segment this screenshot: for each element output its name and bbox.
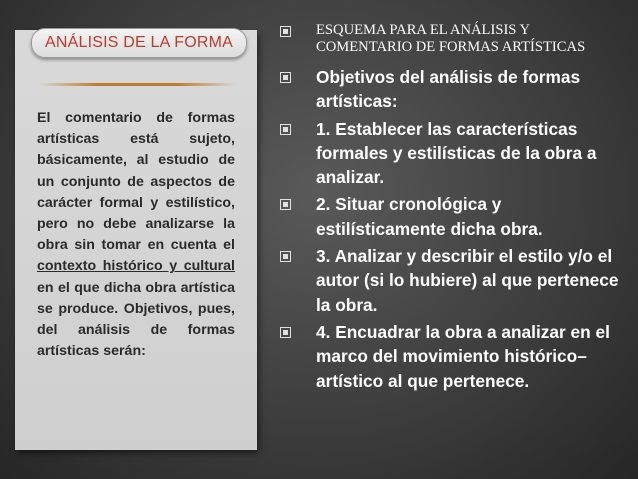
list-item-text: Objetivos del análisis de formas artísticas: (316, 67, 581, 112)
right-column (274, 22, 624, 396)
scheme-heading (274, 22, 624, 56)
left-text-intro: El comentario de formas artísticas está sujeto, básicamente, al estudio de un conjunto de aspectos de carácter formal y estilístico, pero no debe analizarse la obra sin tomar en cuenta el (37, 110, 235, 254)
square-bullet-icon (280, 72, 291, 83)
list-item-text: 3. Analizar y describir el estilo y/o el autor (si lo hubiere) al que pertenece la obra. (316, 246, 619, 315)
section-title: ANÁLISIS DE LA FORMA (44, 34, 234, 51)
square-bullet-icon (280, 124, 291, 135)
context-link[interactable]: contexto histórico y cultural (37, 258, 235, 275)
section-title-badge (31, 28, 247, 58)
square-bullet-icon (280, 26, 291, 37)
square-bullet-icon (280, 327, 291, 338)
scheme-heading-text: ESQUEMA PARA EL ANÁLISIS Y COMENTARIO DE FORMAS ARTÍSTICAS (316, 22, 586, 55)
list-item-text: 4. Encuadrar la obra a analizar en el marco del movimiento histórico–artístico al que pertenece. (316, 321, 610, 391)
left-body-text (37, 108, 235, 362)
list-item (274, 65, 624, 114)
list-item-text: 2. Situar cronológica y estilísticamente dicha obra. (316, 194, 543, 239)
list-item (274, 117, 624, 190)
square-bullet-icon (280, 199, 291, 210)
list-item (274, 244, 624, 317)
divider-line (38, 83, 236, 86)
left-text-end: en el que dicha obra artística se produce. Objetivos, pues, del análisis de formas artísticas serán: (37, 279, 235, 360)
square-bullet-icon (280, 251, 291, 262)
list-item-text: 1. Establecer las características formales y estilísticas de la obra a analizar. (316, 118, 597, 188)
list-item (274, 320, 624, 393)
list-item (274, 192, 624, 241)
